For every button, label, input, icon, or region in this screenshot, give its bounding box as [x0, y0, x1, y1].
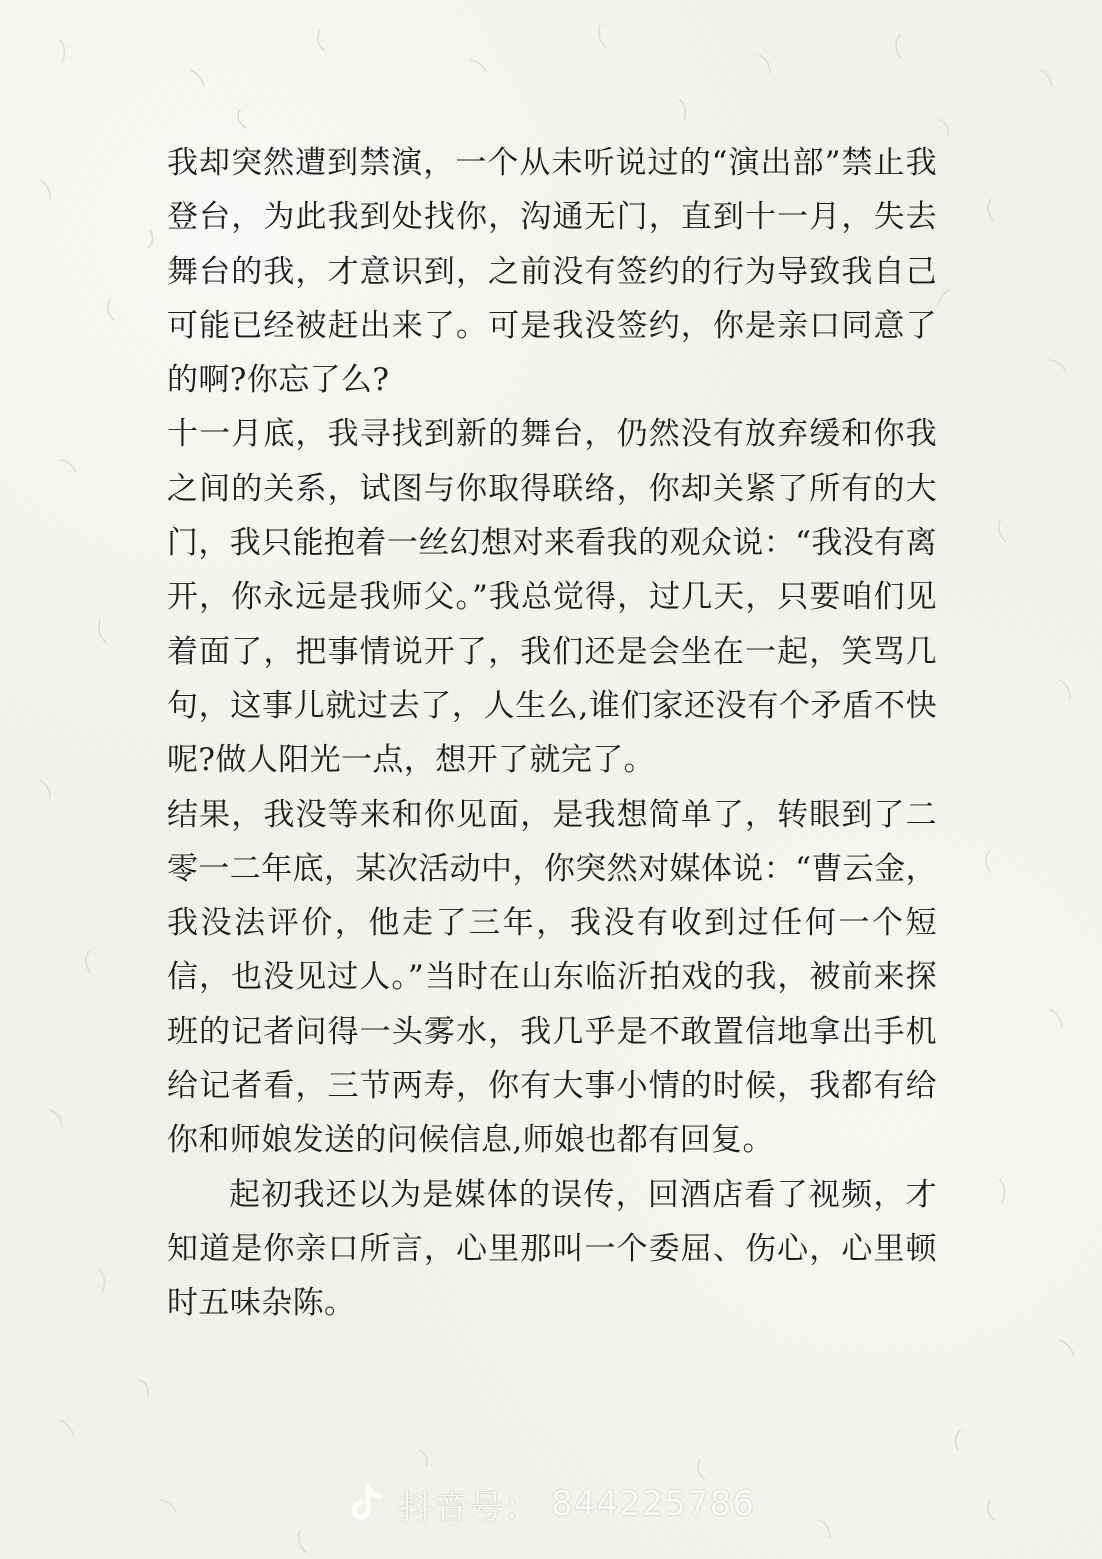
paragraph-2: 十一月底，我寻找到新的舞台，仍然没有放弃缓和你我之间的关系，试图与你取得联络，你却关紧了所有的大门，我只能抱着一丝幻想对来看我的观众说：“我没有离开，你永远是我师父。”我总觉得，过几天，只要咱们见着面了，把事情说开了，我们还是会坐在一起，笑骂几句，这事儿就过去了，人生么,谁们家还没有个矛盾不快呢?做人阳光一点，想开了就完了。 [167, 416, 937, 779]
watermark-id: 844225786 [551, 1484, 755, 1524]
paragraph-1: 我却突然遭到禁演，一个从未听说过的“演出部”禁止我登台，为此我到处找你，沟通无门，直到十一月，失去舞台的我，才意识到，之前没有签约的行为导致我自己可能已经被赶出来了。可是我没签约，你是亲口同意了的啊?你忘了么? [167, 145, 937, 399]
letter-body [167, 136, 937, 1331]
douyin-logo-icon [347, 1482, 387, 1526]
douyin-watermark [0, 1476, 1102, 1532]
paragraph-4: 起初我还以为是媒体的误传，回酒店看了视频，才知道是你亲口所言，心里那叫一个委屈、伤心，心里顿时五味杂陈。 [167, 1176, 937, 1322]
watermark-label: 抖音号： [399, 1487, 540, 1528]
paragraph-3: 结果，我没等来和你见面，是我想简单了，转眼到了二零一二年底，某次活动中，你突然对媒体说：“曹云金，我没法评价，他走了三年，我没有收到过任何一个短信，也没见过人。”当时在山东临沂拍戏的我，被前来探班的记者问得一头雾水，我几乎是不敢置信地拿出手机给记者看，三节两寿，你有大事小情的时候，我都有给你和师娘发送的问候信息,师娘也都有回复。 [167, 796, 937, 1159]
